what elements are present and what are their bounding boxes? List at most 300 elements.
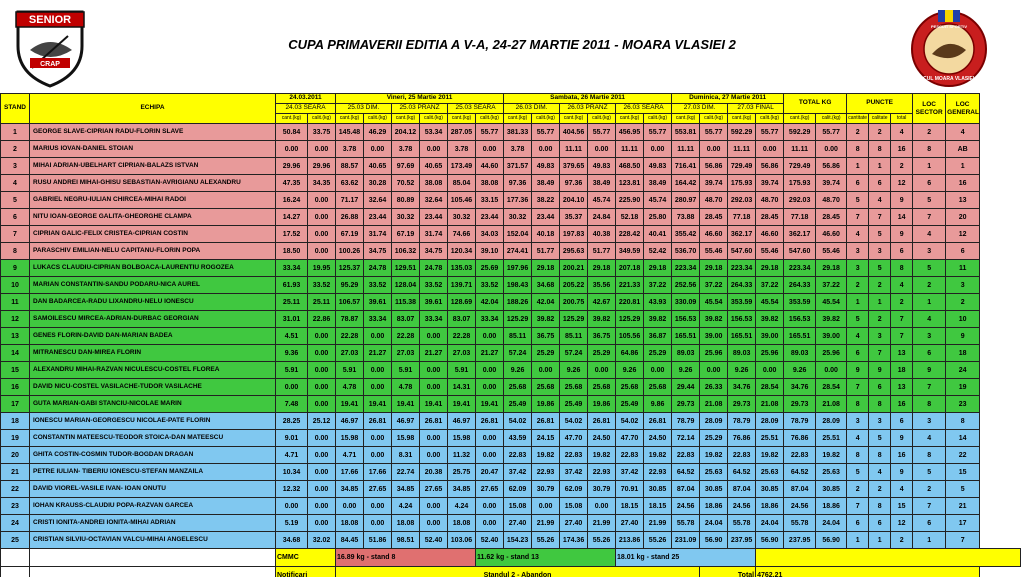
header	[0, 0, 1024, 93]
value-cell: 223.34	[728, 260, 756, 277]
unit-header: cant.(kg)	[448, 114, 476, 124]
value-cell: 33.34	[476, 311, 504, 328]
value-cell: 9.01	[276, 430, 308, 447]
value-cell: 2	[869, 311, 891, 328]
value-cell: 237.95	[784, 532, 816, 549]
value-cell: 8	[913, 396, 946, 413]
value-cell: 32.02	[308, 532, 336, 549]
value-cell: 25.68	[616, 379, 644, 396]
table-row	[1, 192, 1021, 209]
value-cell: 9	[891, 464, 913, 481]
value-cell: 223.34	[784, 260, 816, 277]
value-cell: 23	[946, 396, 980, 413]
value-cell: 4.71	[336, 447, 364, 464]
value-cell: 175.93	[784, 175, 816, 192]
value-cell: 292.03	[728, 192, 756, 209]
notes-text: Standul 2 - Abandon	[336, 567, 700, 577]
value-cell: 33.52	[476, 277, 504, 294]
session-header: 26.03 DIM.	[504, 104, 560, 114]
value-cell: 20	[946, 209, 980, 226]
value-cell: 55.26	[532, 532, 560, 549]
value-cell: 64.52	[784, 464, 816, 481]
value-cell: 165.51	[728, 328, 756, 345]
value-cell: 33.52	[420, 277, 448, 294]
value-cell: 0.00	[364, 447, 392, 464]
value-cell: 14	[946, 430, 980, 447]
value-cell: 9.26	[504, 362, 532, 379]
svg-text:SENIOR: SENIOR	[28, 14, 72, 26]
points-subheader: calitate	[869, 114, 891, 124]
value-cell: 21.08	[816, 396, 847, 413]
value-cell: 264.33	[784, 277, 816, 294]
total-label: Total	[700, 567, 756, 577]
value-cell: 25.51	[756, 430, 784, 447]
value-cell: 29.73	[784, 396, 816, 413]
value-cell: 8	[913, 447, 946, 464]
value-cell: 15.08	[560, 498, 588, 515]
value-cell: 29.18	[532, 260, 560, 277]
value-cell: 22.28	[336, 328, 364, 345]
value-cell: 287.05	[448, 124, 476, 141]
value-cell: 55.26	[588, 532, 616, 549]
cmmc-sector-red: 16.89 kg - stand 8	[336, 549, 476, 567]
value-cell: 25.51	[816, 430, 847, 447]
value-cell: 13	[946, 192, 980, 209]
value-cell: 2	[891, 532, 913, 549]
value-cell: 4	[891, 277, 913, 294]
value-cell: 39.74	[816, 175, 847, 192]
value-cell: 7	[913, 498, 946, 515]
value-cell: 29.96	[276, 158, 308, 175]
value-cell: 456.95	[616, 124, 644, 141]
value-cell: 56.90	[816, 532, 847, 549]
value-cell: 54.02	[504, 413, 532, 430]
value-cell: 8	[847, 396, 869, 413]
value-cell: 592.29	[728, 124, 756, 141]
value-cell: 14.27	[276, 209, 308, 226]
value-cell: 128.04	[392, 277, 420, 294]
value-cell: 25.29	[532, 345, 560, 362]
value-cell: 5	[847, 311, 869, 328]
value-cell: 0.00	[336, 498, 364, 515]
results-table	[0, 93, 1021, 577]
value-cell: 37.42	[616, 464, 644, 481]
value-cell: 1	[869, 532, 891, 549]
value-cell: 19.82	[816, 447, 847, 464]
value-cell: 19.86	[532, 396, 560, 413]
value-cell: 353.59	[784, 294, 816, 311]
value-cell: 25.96	[756, 345, 784, 362]
table-row	[1, 141, 1021, 158]
value-cell: 39.10	[476, 243, 504, 260]
session-header: 27.03 DIM.	[672, 104, 728, 114]
value-cell: 4	[847, 328, 869, 345]
value-cell: 34.75	[420, 243, 448, 260]
value-cell: 16	[891, 447, 913, 464]
value-cell: 0.00	[476, 515, 504, 532]
value-cell: 19.82	[644, 447, 672, 464]
value-cell: 197.83	[560, 226, 588, 243]
value-cell: 164.42	[672, 175, 700, 192]
value-cell: 24.78	[420, 260, 448, 277]
value-cell: 5	[913, 192, 946, 209]
value-cell: 19.95	[308, 260, 336, 277]
value-cell: 55.77	[588, 124, 616, 141]
value-cell: 51.77	[588, 243, 616, 260]
value-cell: 18.50	[276, 243, 308, 260]
value-cell: 156.53	[672, 311, 700, 328]
value-cell: 49.83	[644, 158, 672, 175]
value-cell: 9	[891, 430, 913, 447]
value-cell: 223.34	[672, 260, 700, 277]
points-subheader: cantitate	[847, 114, 869, 124]
value-cell: 145.48	[336, 124, 364, 141]
value-cell: 8	[869, 396, 891, 413]
table-row	[1, 277, 1021, 294]
value-cell: 1	[913, 532, 946, 549]
team-cell: CRISTI IONITA-ANDREI IONITA-MIHAI ADRIAN	[30, 515, 276, 532]
value-cell: 95.29	[336, 277, 364, 294]
value-cell: 21.27	[476, 345, 504, 362]
day2-header: Sambata, 26 Martie 2011	[504, 94, 672, 104]
value-cell: 2	[847, 277, 869, 294]
team-cell: IONESCU MARIAN-GEORGESCU NICOLAE-PATE FLORIN	[30, 413, 276, 430]
value-cell: 39.82	[644, 311, 672, 328]
value-cell: 8	[847, 141, 869, 158]
value-cell: 61.93	[276, 277, 308, 294]
value-cell: 18	[891, 362, 913, 379]
team-cell: GUTA MARIAN-GABI STANCIU-NICOLAE MARIN	[30, 396, 276, 413]
value-cell: 52.40	[420, 532, 448, 549]
value-cell: 97.36	[560, 175, 588, 192]
value-cell: 25.29	[588, 345, 616, 362]
value-cell: 33.15	[476, 192, 504, 209]
value-cell: 9	[913, 362, 946, 379]
value-cell: 15.08	[504, 498, 532, 515]
value-cell: 47.70	[560, 430, 588, 447]
value-cell: 24.15	[532, 430, 560, 447]
value-cell: 30.85	[644, 481, 672, 498]
value-cell: 4.51	[276, 328, 308, 345]
value-cell: 45.54	[756, 294, 784, 311]
value-cell: 2	[869, 481, 891, 498]
value-cell: 6	[869, 175, 891, 192]
team-cell: LUKACS CLAUDIU-CIPRIAN BOLBOACA-LAURENTIU ROGOZEA	[30, 260, 276, 277]
team-cell: DAVID VIOREL-VASILE IVAN- IOAN ONUTU	[30, 481, 276, 498]
value-cell: 27.03	[336, 345, 364, 362]
value-cell: 16	[946, 175, 980, 192]
value-cell: 12	[946, 226, 980, 243]
value-cell: 125.29	[616, 311, 644, 328]
unit-header: calit.(kg)	[644, 114, 672, 124]
value-cell: 39.82	[700, 311, 728, 328]
value-cell: 55.77	[756, 124, 784, 141]
value-cell: 26.81	[364, 413, 392, 430]
value-cell: 156.53	[784, 311, 816, 328]
day0-header: 24.03.2011	[276, 94, 336, 104]
value-cell: 9	[869, 362, 891, 379]
cmmc-label: CMMC	[276, 549, 336, 567]
value-cell: 27.40	[560, 515, 588, 532]
value-cell: 15	[946, 464, 980, 481]
value-cell: 198.43	[504, 277, 532, 294]
value-cell: 105.46	[448, 192, 476, 209]
table-row	[1, 413, 1021, 430]
value-cell: 24.04	[700, 515, 728, 532]
value-cell: 25.29	[644, 345, 672, 362]
value-cell: 5.91	[392, 362, 420, 379]
value-cell: 46.60	[756, 226, 784, 243]
value-cell: 8	[869, 141, 891, 158]
value-cell: 0.00	[816, 362, 847, 379]
value-cell: 9	[891, 226, 913, 243]
stand-cell: 24	[1, 515, 30, 532]
value-cell: 34.85	[336, 481, 364, 498]
value-cell: 25.49	[560, 396, 588, 413]
stand-cell: 19	[1, 430, 30, 447]
value-cell: 8	[913, 141, 946, 158]
value-cell: 76.86	[728, 430, 756, 447]
value-cell: 38.49	[644, 175, 672, 192]
value-cell: 7	[891, 328, 913, 345]
value-cell: 33.52	[308, 277, 336, 294]
value-cell: 120.34	[448, 243, 476, 260]
value-cell: 19	[946, 379, 980, 396]
value-cell: 0.00	[420, 379, 448, 396]
value-cell: 43.59	[504, 430, 532, 447]
value-cell: 25.63	[700, 464, 728, 481]
value-cell: 18	[946, 345, 980, 362]
value-cell: 30.32	[504, 209, 532, 226]
value-cell: 0.00	[308, 141, 336, 158]
value-cell: 14.31	[448, 379, 476, 396]
value-cell: 716.41	[672, 158, 700, 175]
value-cell: 5	[869, 260, 891, 277]
value-cell: 25.11	[308, 294, 336, 311]
value-cell: 28.54	[756, 379, 784, 396]
session-header: 27.03 FINAL	[728, 104, 784, 114]
table-row	[1, 260, 1021, 277]
value-cell: 85.04	[448, 175, 476, 192]
value-cell: 0.00	[700, 362, 728, 379]
value-cell: 1	[946, 158, 980, 175]
value-cell: 0.00	[420, 515, 448, 532]
value-cell: 83.07	[392, 311, 420, 328]
value-cell: 18.86	[700, 498, 728, 515]
value-cell: 42.04	[476, 294, 504, 311]
value-cell: 9.86	[644, 396, 672, 413]
value-cell: 1	[913, 294, 946, 311]
value-cell: 8.31	[392, 447, 420, 464]
value-cell: 228.42	[616, 226, 644, 243]
value-cell: 67.19	[336, 226, 364, 243]
value-cell: 22.83	[504, 447, 532, 464]
value-cell: 18.86	[756, 498, 784, 515]
day1-header: Vineri, 25 Martie 2011	[336, 94, 504, 104]
value-cell: 87.04	[672, 481, 700, 498]
value-cell: 0.00	[308, 430, 336, 447]
value-cell: 3	[913, 328, 946, 345]
value-cell: 19.41	[476, 396, 504, 413]
value-cell: 252.56	[672, 277, 700, 294]
value-cell: 174.36	[560, 532, 588, 549]
value-cell: 34.35	[308, 175, 336, 192]
value-cell: 39.61	[420, 294, 448, 311]
value-cell: 28.45	[700, 209, 728, 226]
value-cell: 1	[847, 294, 869, 311]
value-cell: 56.90	[756, 532, 784, 549]
value-cell: 46.60	[816, 226, 847, 243]
value-cell: 64.86	[616, 345, 644, 362]
stand-cell: 3	[1, 158, 30, 175]
value-cell: 5.91	[276, 362, 308, 379]
value-cell: 35.37	[560, 209, 588, 226]
value-cell: 292.03	[784, 192, 816, 209]
value-cell: 24.56	[728, 498, 756, 515]
value-cell: 135.03	[448, 260, 476, 277]
value-cell: 0.00	[276, 498, 308, 515]
value-cell: 25.49	[616, 396, 644, 413]
value-cell: 0.00	[308, 345, 336, 362]
value-cell: 88.57	[336, 158, 364, 175]
value-cell: 36.75	[532, 328, 560, 345]
value-cell: 6	[891, 243, 913, 260]
value-cell: 30.85	[756, 481, 784, 498]
value-cell: 46.97	[336, 413, 364, 430]
value-cell: 13	[891, 379, 913, 396]
value-cell: 0.00	[420, 498, 448, 515]
value-cell: 0.00	[756, 362, 784, 379]
value-cell: 12	[891, 515, 913, 532]
value-cell: 40.38	[588, 226, 616, 243]
value-cell: 33.75	[308, 124, 336, 141]
value-cell: 349.59	[616, 243, 644, 260]
value-cell: 55.78	[672, 515, 700, 532]
value-cell: 2	[913, 481, 946, 498]
value-cell: 25.63	[756, 464, 784, 481]
value-cell: 62.09	[560, 481, 588, 498]
value-cell: 8	[891, 260, 913, 277]
value-cell: 87.04	[784, 481, 816, 498]
value-cell: 11.11	[672, 141, 700, 158]
team-cell: SAMOILESCU MIRCEA-ADRIAN-DURBAC GEORGIAN	[30, 311, 276, 328]
table-row	[1, 158, 1021, 175]
value-cell: 11	[946, 260, 980, 277]
stand-cell: 12	[1, 311, 30, 328]
value-cell: 0.00	[420, 141, 448, 158]
value-cell: 21.99	[644, 515, 672, 532]
table-row	[1, 328, 1021, 345]
team-cell: ALEXANDRU MIHAI-RAZVAN NICULESCU-COSTEL FLOREA	[30, 362, 276, 379]
value-cell: 36.87	[644, 328, 672, 345]
value-cell: 139.71	[448, 277, 476, 294]
value-cell: 0.00	[476, 141, 504, 158]
value-cell: 4.24	[392, 498, 420, 515]
value-cell: 26.81	[588, 413, 616, 430]
value-cell: 32.64	[420, 192, 448, 209]
team-cell: NITU IOAN-GEORGE GALITA-GHEORGHE CLAMPA	[30, 209, 276, 226]
value-cell: 76.86	[784, 430, 816, 447]
value-cell: 154.23	[504, 532, 532, 549]
value-cell: 0.00	[476, 498, 504, 515]
value-cell: 6	[869, 379, 891, 396]
value-cell: 42.67	[588, 294, 616, 311]
value-cell: 207.18	[616, 260, 644, 277]
value-cell: 0.00	[364, 430, 392, 447]
value-cell: 72.14	[672, 430, 700, 447]
value-cell: 3.78	[504, 141, 532, 158]
value-cell: 30.79	[588, 481, 616, 498]
stand-cell: 2	[1, 141, 30, 158]
value-cell: 0.00	[420, 447, 448, 464]
value-cell: 553.81	[672, 124, 700, 141]
value-cell: 22.86	[308, 311, 336, 328]
value-cell: 27.40	[504, 515, 532, 532]
value-cell: 13	[891, 345, 913, 362]
value-cell: 177.36	[504, 192, 532, 209]
value-cell: 30.85	[700, 481, 728, 498]
value-cell: 7	[847, 379, 869, 396]
value-cell: 22.83	[784, 447, 816, 464]
value-cell: 28.09	[700, 413, 728, 430]
value-cell: 55.77	[700, 124, 728, 141]
value-cell: 9.26	[784, 362, 816, 379]
value-cell: 22.93	[532, 464, 560, 481]
value-cell: 26.81	[644, 413, 672, 430]
value-cell: 5.91	[448, 362, 476, 379]
value-cell: 47.35	[276, 175, 308, 192]
value-cell: 0.00	[756, 141, 784, 158]
value-cell: 39.00	[816, 328, 847, 345]
value-cell: 8	[869, 447, 891, 464]
value-cell: 205.22	[560, 277, 588, 294]
value-cell: 67.19	[392, 226, 420, 243]
value-cell: 19.82	[756, 447, 784, 464]
stand-cell: 8	[1, 243, 30, 260]
value-cell: 19.41	[392, 396, 420, 413]
value-cell: 4	[869, 192, 891, 209]
table-row	[1, 175, 1021, 192]
value-cell: 22.93	[644, 464, 672, 481]
table-row	[1, 226, 1021, 243]
session-header: 24.03 SEARA	[276, 104, 336, 114]
value-cell: 38.49	[588, 175, 616, 192]
value-cell: 0.00	[364, 379, 392, 396]
value-cell: 42.04	[532, 294, 560, 311]
value-cell: 55.78	[728, 515, 756, 532]
value-cell: 77.18	[728, 209, 756, 226]
value-cell: 0.00	[308, 226, 336, 243]
value-cell: 24.84	[588, 209, 616, 226]
value-cell: 17.52	[276, 226, 308, 243]
value-cell: 25.96	[700, 345, 728, 362]
value-cell: 225.90	[616, 192, 644, 209]
table-row	[1, 430, 1021, 447]
value-cell: 24.50	[644, 430, 672, 447]
value-cell: 237.95	[728, 532, 756, 549]
session-header: 25.03 SEARA	[448, 104, 504, 114]
value-cell: 0.00	[532, 362, 560, 379]
table-row	[1, 379, 1021, 396]
value-cell: 27.65	[420, 481, 448, 498]
value-cell: 25.68	[504, 379, 532, 396]
team-cell: MITRANESCU DAN-MIREA FLORIN	[30, 345, 276, 362]
value-cell: 57.24	[504, 345, 532, 362]
value-cell: 28.09	[816, 413, 847, 430]
value-cell: 14	[891, 209, 913, 226]
value-cell: 5	[869, 430, 891, 447]
value-cell: 22.83	[672, 447, 700, 464]
